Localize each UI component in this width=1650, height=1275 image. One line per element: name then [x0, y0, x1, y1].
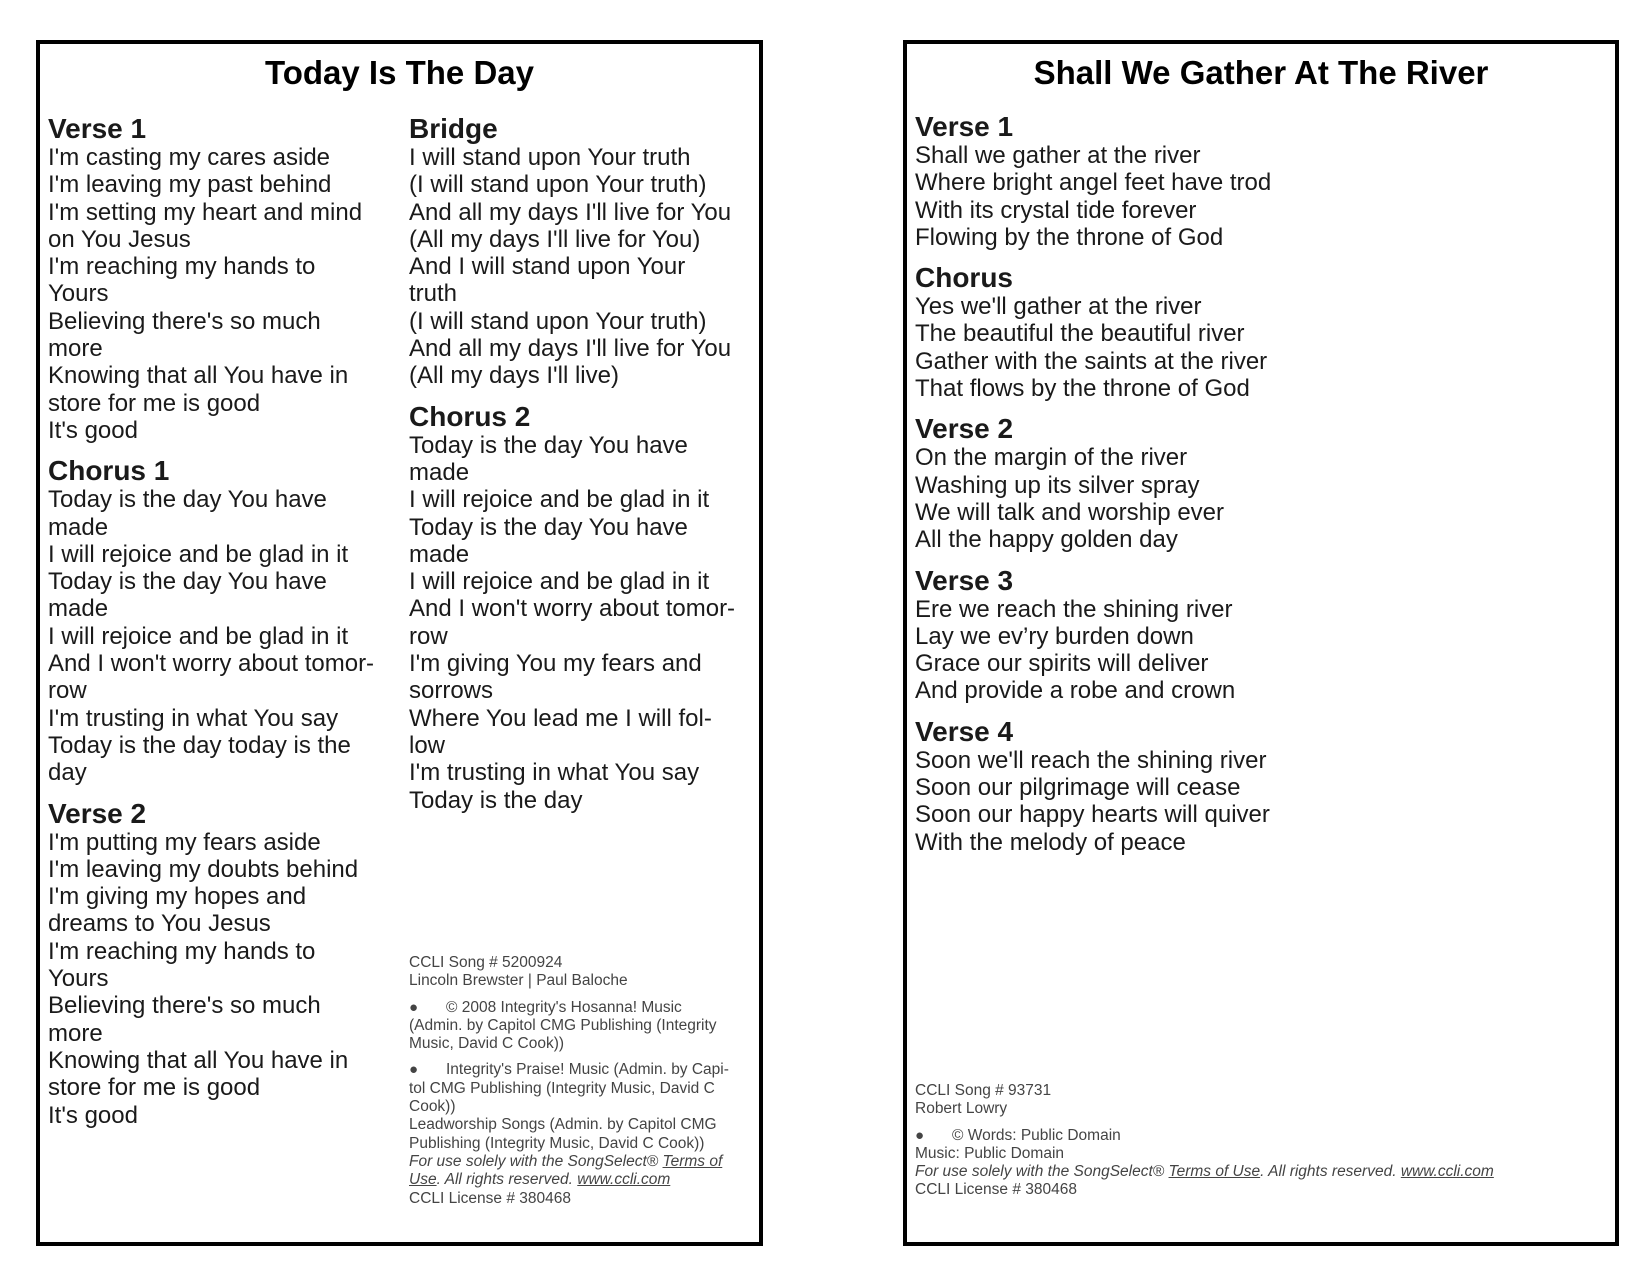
section-heading: Bridge	[409, 113, 498, 144]
lyric-line: Knowing that all You have in	[48, 1046, 349, 1074]
lyric-lines	[915, 747, 1605, 856]
lyric-line: sorrows	[409, 677, 494, 705]
lyric-line: I will rejoice and be glad in it	[48, 540, 349, 568]
lyric-line: I'm reaching my hands to	[48, 253, 316, 281]
lyric-line: The beautiful the beautiful river	[915, 320, 1245, 348]
song-card-today-is-the-day	[36, 40, 763, 1246]
lyric-line: Where bright angel feet have trod	[915, 169, 1272, 197]
lyric-line: made	[48, 595, 109, 623]
lyric-line: I'm trusting in what You say	[48, 704, 339, 732]
credits-block	[915, 1082, 1605, 1200]
lyric-line: on You Jesus	[48, 225, 191, 253]
lyric-line: I will stand upon Your truth	[409, 144, 691, 171]
lyrics-section	[409, 402, 749, 814]
rights-text: . All rights reserved.	[1260, 1163, 1397, 1181]
copyright-line: © 2008 Integrity's Hosanna! Music	[446, 998, 682, 1016]
lyric-line: made	[48, 513, 109, 541]
lyric-line: And provide a robe and crown	[915, 677, 1236, 705]
section-heading: Verse 1	[48, 113, 147, 144]
lyric-lines	[48, 144, 388, 444]
lyric-lines	[915, 142, 1605, 251]
rights-text: . All rights reserved.	[436, 1171, 573, 1189]
lyric-lines	[915, 444, 1605, 553]
lyric-line: Soon we'll reach the shining river	[915, 746, 1267, 774]
lyric-line: Today is the day You have	[409, 513, 688, 541]
lyric-line: Today is the day You have	[48, 486, 327, 514]
lyric-line: low	[409, 731, 446, 759]
lyrics-column	[915, 112, 1605, 868]
lyric-line: On the margin of the river	[915, 444, 1188, 472]
lyric-line: And I won't worry about tomor-	[409, 595, 736, 623]
usage-notice	[915, 1163, 1605, 1181]
copyright-line: Music, David C Cook))	[409, 1035, 565, 1053]
lyric-line: Washing up its silver spray	[915, 471, 1200, 499]
terms-of-use-link[interactable]: Terms of	[662, 1152, 723, 1170]
lyric-line: Knowing that all You have in	[48, 362, 349, 390]
song-title: Shall We Gather At The River	[1033, 54, 1489, 91]
lyrics-section	[915, 414, 1605, 553]
ccli-site-link[interactable]: www.ccli.com	[577, 1171, 671, 1189]
song-authors: Robert Lowry	[915, 1100, 1008, 1118]
copyright-line: Cook))	[409, 1098, 456, 1116]
lyric-line: Shall we gather at the river	[915, 142, 1201, 169]
bullet-icon: ●	[409, 1061, 419, 1079]
lyric-line: row	[409, 622, 448, 650]
lyrics-section	[915, 112, 1605, 251]
lyric-lines	[409, 432, 749, 814]
lyric-line: I'm leaving my doubts behind	[48, 855, 359, 883]
lyric-line: Yes we'll gather at the river	[915, 293, 1202, 321]
lyric-lines	[409, 144, 749, 390]
copyright-line: Integrity's Praise! Music (Admin. by Capi-	[446, 1061, 729, 1079]
lyric-line: I'm giving my hopes and	[48, 883, 307, 911]
lyric-line: Soon our pilgrimage will cease	[915, 774, 1241, 802]
terms-of-use-link[interactable]: Terms of Use	[1168, 1163, 1261, 1181]
lyrics-column-left	[48, 114, 388, 1141]
lyric-line: Today is the day	[409, 786, 583, 814]
copyright-line: Publishing (Integrity Music, David C Cook))	[409, 1134, 705, 1152]
lyric-line: (I will stand upon Your truth)	[409, 171, 707, 199]
lyrics-section	[915, 717, 1605, 856]
lyric-line: Today is the day today is the	[48, 731, 351, 759]
lyric-line: Where You lead me I will fol-	[409, 704, 712, 732]
lyric-line: Today is the day You have	[48, 568, 327, 596]
section-heading: Verse 1	[915, 111, 1014, 142]
usage-prefix: For use solely with the SongSelect®	[409, 1152, 659, 1170]
music-copyright: Music: Public Domain	[915, 1144, 1065, 1162]
copyright-line: Leadworship Songs (Admin. by Capitol CMG	[409, 1116, 717, 1134]
lyric-line: Gather with the saints at the river	[915, 347, 1268, 375]
lyric-line: I'm giving You my fears and	[409, 650, 702, 678]
song-authors: Lincoln Brewster | Paul Baloche	[409, 972, 628, 990]
section-heading: Chorus 1	[48, 455, 170, 487]
lyric-line: made	[409, 458, 470, 486]
lyric-line: (All my days I'll live for You)	[409, 225, 701, 253]
lyric-line: more	[48, 1019, 103, 1047]
lyrics-section	[915, 263, 1605, 402]
lyrics-section	[409, 114, 749, 390]
copyright-text	[446, 999, 682, 1017]
lyrics-section	[915, 566, 1605, 705]
lyrics-column-right	[409, 114, 749, 826]
lyric-line: made	[409, 540, 470, 568]
ccli-song-number: CCLI Song # 93731	[915, 1082, 1052, 1099]
lyric-line: I'm leaving my past behind	[48, 171, 332, 199]
lyric-line: Yours	[48, 280, 109, 308]
lyric-line: I'm putting my fears aside	[48, 828, 321, 856]
copyright-item	[409, 1061, 749, 1079]
ccli-license: CCLI License # 380468	[409, 1189, 572, 1207]
lyric-line: Yours	[48, 965, 109, 993]
lyric-line: (I will stand upon Your truth)	[409, 307, 707, 335]
ccli-site-link[interactable]: www.ccli.com	[1400, 1163, 1494, 1181]
lyric-lines	[48, 829, 388, 1129]
lyric-lines	[48, 486, 388, 786]
section-heading: Verse 2	[915, 413, 1014, 445]
lyric-line: more	[48, 335, 103, 363]
lyric-line: Grace our spirits will deliver	[915, 650, 1209, 678]
section-heading: Verse 2	[48, 797, 147, 829]
terms-of-use-link[interactable]: Use	[409, 1171, 437, 1189]
section-heading: Verse 3	[915, 564, 1014, 596]
lyric-line: truth	[409, 280, 458, 308]
usage-notice-cont	[409, 1171, 749, 1189]
lyric-line: With the melody of peace	[915, 828, 1186, 856]
lyric-line: I will rejoice and be glad in it	[48, 622, 349, 650]
lyric-line: It's good	[48, 416, 138, 444]
lyric-line: Flowing by the throne of God	[915, 223, 1224, 251]
lyric-line: And all my days I'll live for You	[409, 335, 732, 363]
lyric-line: We will talk and worship ever	[915, 498, 1225, 526]
section-heading: Verse 4	[915, 715, 1014, 747]
lyric-line: Believing there's so much	[48, 307, 321, 335]
lyric-line: It's good	[48, 1101, 138, 1129]
lyric-line: I'm reaching my hands to	[48, 937, 316, 965]
song-card-shall-we-gather	[903, 40, 1619, 1246]
usage-prefix: For use solely with the SongSelect®	[915, 1163, 1165, 1181]
copyright-item	[409, 999, 749, 1017]
lyric-line: And I will stand upon Your	[409, 253, 686, 281]
lyric-line: With its crystal tide forever	[915, 196, 1197, 224]
lyric-line: I will rejoice and be glad in it	[409, 568, 710, 596]
copyright-line: (Admin. by Capitol CMG Publishing (Integrity	[409, 1016, 717, 1034]
lyric-line: Believing there's so much	[48, 992, 321, 1020]
lyric-line: All the happy golden day	[915, 526, 1178, 554]
lyric-line: I will rejoice and be glad in it	[409, 486, 710, 514]
lyric-lines	[915, 596, 1605, 705]
copyright-line: tol CMG Publishing (Integrity Music, David C	[409, 1079, 715, 1097]
lyric-line: Today is the day You have	[409, 431, 688, 459]
lyric-lines	[915, 293, 1605, 402]
lyric-line: Lay we ev’ry burden down	[915, 622, 1194, 650]
bullet-icon: ●	[409, 998, 419, 1016]
lyric-line: And all my days I'll live for You	[409, 198, 732, 226]
lyrics-section	[48, 799, 388, 1129]
lyric-line: dreams to You Jesus	[48, 910, 271, 938]
lyrics-section	[48, 456, 388, 786]
lyric-line: I'm casting my cares aside	[48, 144, 331, 171]
lyrics-section	[48, 114, 388, 444]
lyric-line: store for me is good	[48, 1074, 261, 1102]
bullet-icon: ●	[915, 1126, 925, 1144]
lyric-line: Ere we reach the shining river	[915, 595, 1233, 623]
lyric-line: Soon our happy hearts will quiver	[915, 801, 1270, 829]
section-heading: Chorus 2	[409, 400, 531, 432]
lyric-line: And I won't worry about tomor-	[48, 650, 375, 678]
lyric-line: store for me is good	[48, 389, 261, 417]
lyric-line: row	[48, 677, 87, 705]
usage-notice	[409, 1153, 749, 1171]
song-title: Today Is The Day	[265, 54, 534, 91]
lyric-line: (All my days I'll live)	[409, 362, 619, 390]
lyric-line: That flows by the throne of God	[915, 375, 1250, 403]
copyright-line: © Words: Public Domain	[952, 1126, 1121, 1144]
copyright-item	[915, 1127, 1605, 1145]
credits-block	[409, 954, 749, 1208]
lyric-line: day	[48, 759, 87, 787]
lyric-line: I'm setting my heart and mind	[48, 198, 363, 226]
ccli-license: CCLI License # 380468	[915, 1181, 1078, 1199]
section-heading: Chorus	[915, 262, 1013, 294]
ccli-song-number: CCLI Song # 5200924	[409, 954, 563, 971]
lyric-line: I'm trusting in what You say	[409, 759, 700, 787]
